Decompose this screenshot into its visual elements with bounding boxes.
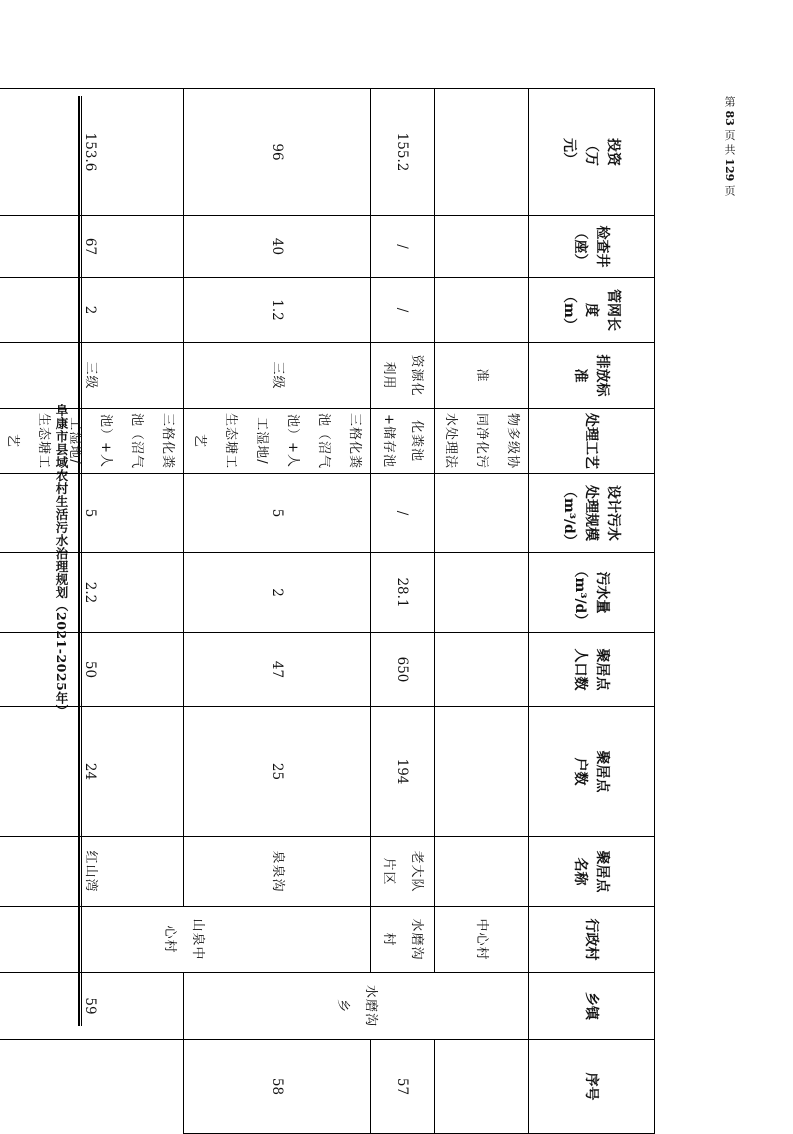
cell-process: 三格化粪池（沼气池）+人工湿地/生态塘工艺	[0, 409, 184, 474]
table-header-row	[529, 89, 655, 1134]
cell-sewage: 28.1	[371, 553, 435, 633]
cell-design-scale: 5	[0, 474, 184, 553]
cell-manholes: 67	[0, 216, 184, 278]
header-population: 聚居点人口数	[529, 633, 655, 707]
cell-investment: 155.2	[371, 89, 435, 216]
cell-sewage: 2	[184, 553, 371, 633]
header-seq: 序号	[529, 1040, 655, 1134]
header-households: 聚居点户数	[529, 707, 655, 837]
cell-households: 25	[184, 707, 371, 837]
cell-seq: 57	[371, 1040, 435, 1134]
cell-investment: 96	[184, 89, 371, 216]
page-number: 第 83 页 共 129 页	[723, 96, 736, 196]
cell-discharge: 准	[435, 343, 529, 409]
cell-population: 50	[0, 633, 184, 707]
cell-pipe-length: 1.2	[184, 278, 371, 343]
cell-town: 水磨沟乡	[184, 973, 529, 1040]
cell-manholes: /	[371, 216, 435, 278]
cell-process: 三格化粪池（沼气池）+人工湿地/生态塘工艺	[184, 409, 371, 474]
cell-manholes: 40	[184, 216, 371, 278]
header-settlement-name: 聚居点名称	[529, 837, 655, 907]
cell-design-scale: /	[371, 474, 435, 553]
cell-process: 物多级协同净化污水处理法	[435, 409, 529, 474]
cell-pipe-length: /	[371, 278, 435, 343]
cell-village: 山泉中心村	[0, 907, 371, 973]
header-pipe-length: 管网长度（m）	[529, 278, 655, 343]
cell-discharge: 三级	[184, 343, 371, 409]
cell-pipe-length: 2	[0, 278, 184, 343]
header-sewage: 污水量（m³/d）	[529, 553, 655, 633]
cell-sewage: 2.2	[0, 553, 184, 633]
cell-settlement-name: 老大队片区	[371, 837, 435, 907]
header-manholes: 检查井（座）	[529, 216, 655, 278]
cell-process: 化粪池+储存池	[371, 409, 435, 474]
cell-village: 中心村	[435, 907, 529, 973]
cell-households: 24	[0, 707, 184, 837]
sewage-plan-table	[0, 88, 655, 1134]
cell-discharge: 资源化利用	[371, 343, 435, 409]
cell-discharge: 三级	[0, 343, 184, 409]
cell-households: 194	[371, 707, 435, 837]
table-row	[0, 89, 184, 1134]
cell-population: 47	[184, 633, 371, 707]
header-discharge: 排放标准	[529, 343, 655, 409]
header-design-scale: 设计污水处理规模（m³/d）	[529, 474, 655, 553]
cell-seq: 59	[0, 973, 184, 1040]
header-village: 行政村	[529, 907, 655, 973]
cell-settlement-name: 泉泉沟	[184, 837, 371, 907]
cell-settlement-name: 红山湾	[0, 837, 184, 907]
cell-population: 650	[371, 633, 435, 707]
cell-seq: 58	[184, 1040, 371, 1134]
cell-investment: 153.6	[0, 89, 184, 216]
header-process: 处理工艺	[529, 409, 655, 474]
cell-design-scale: 5	[184, 474, 371, 553]
header-town: 乡镇	[529, 973, 655, 1040]
cell-village: 水磨沟村	[371, 907, 435, 973]
document-title: 阜康市县域农村生活污水治理规划（2021-2025年）	[54, 404, 69, 718]
header-investment: 投资（万元）	[529, 89, 655, 216]
table-row	[435, 89, 529, 1134]
